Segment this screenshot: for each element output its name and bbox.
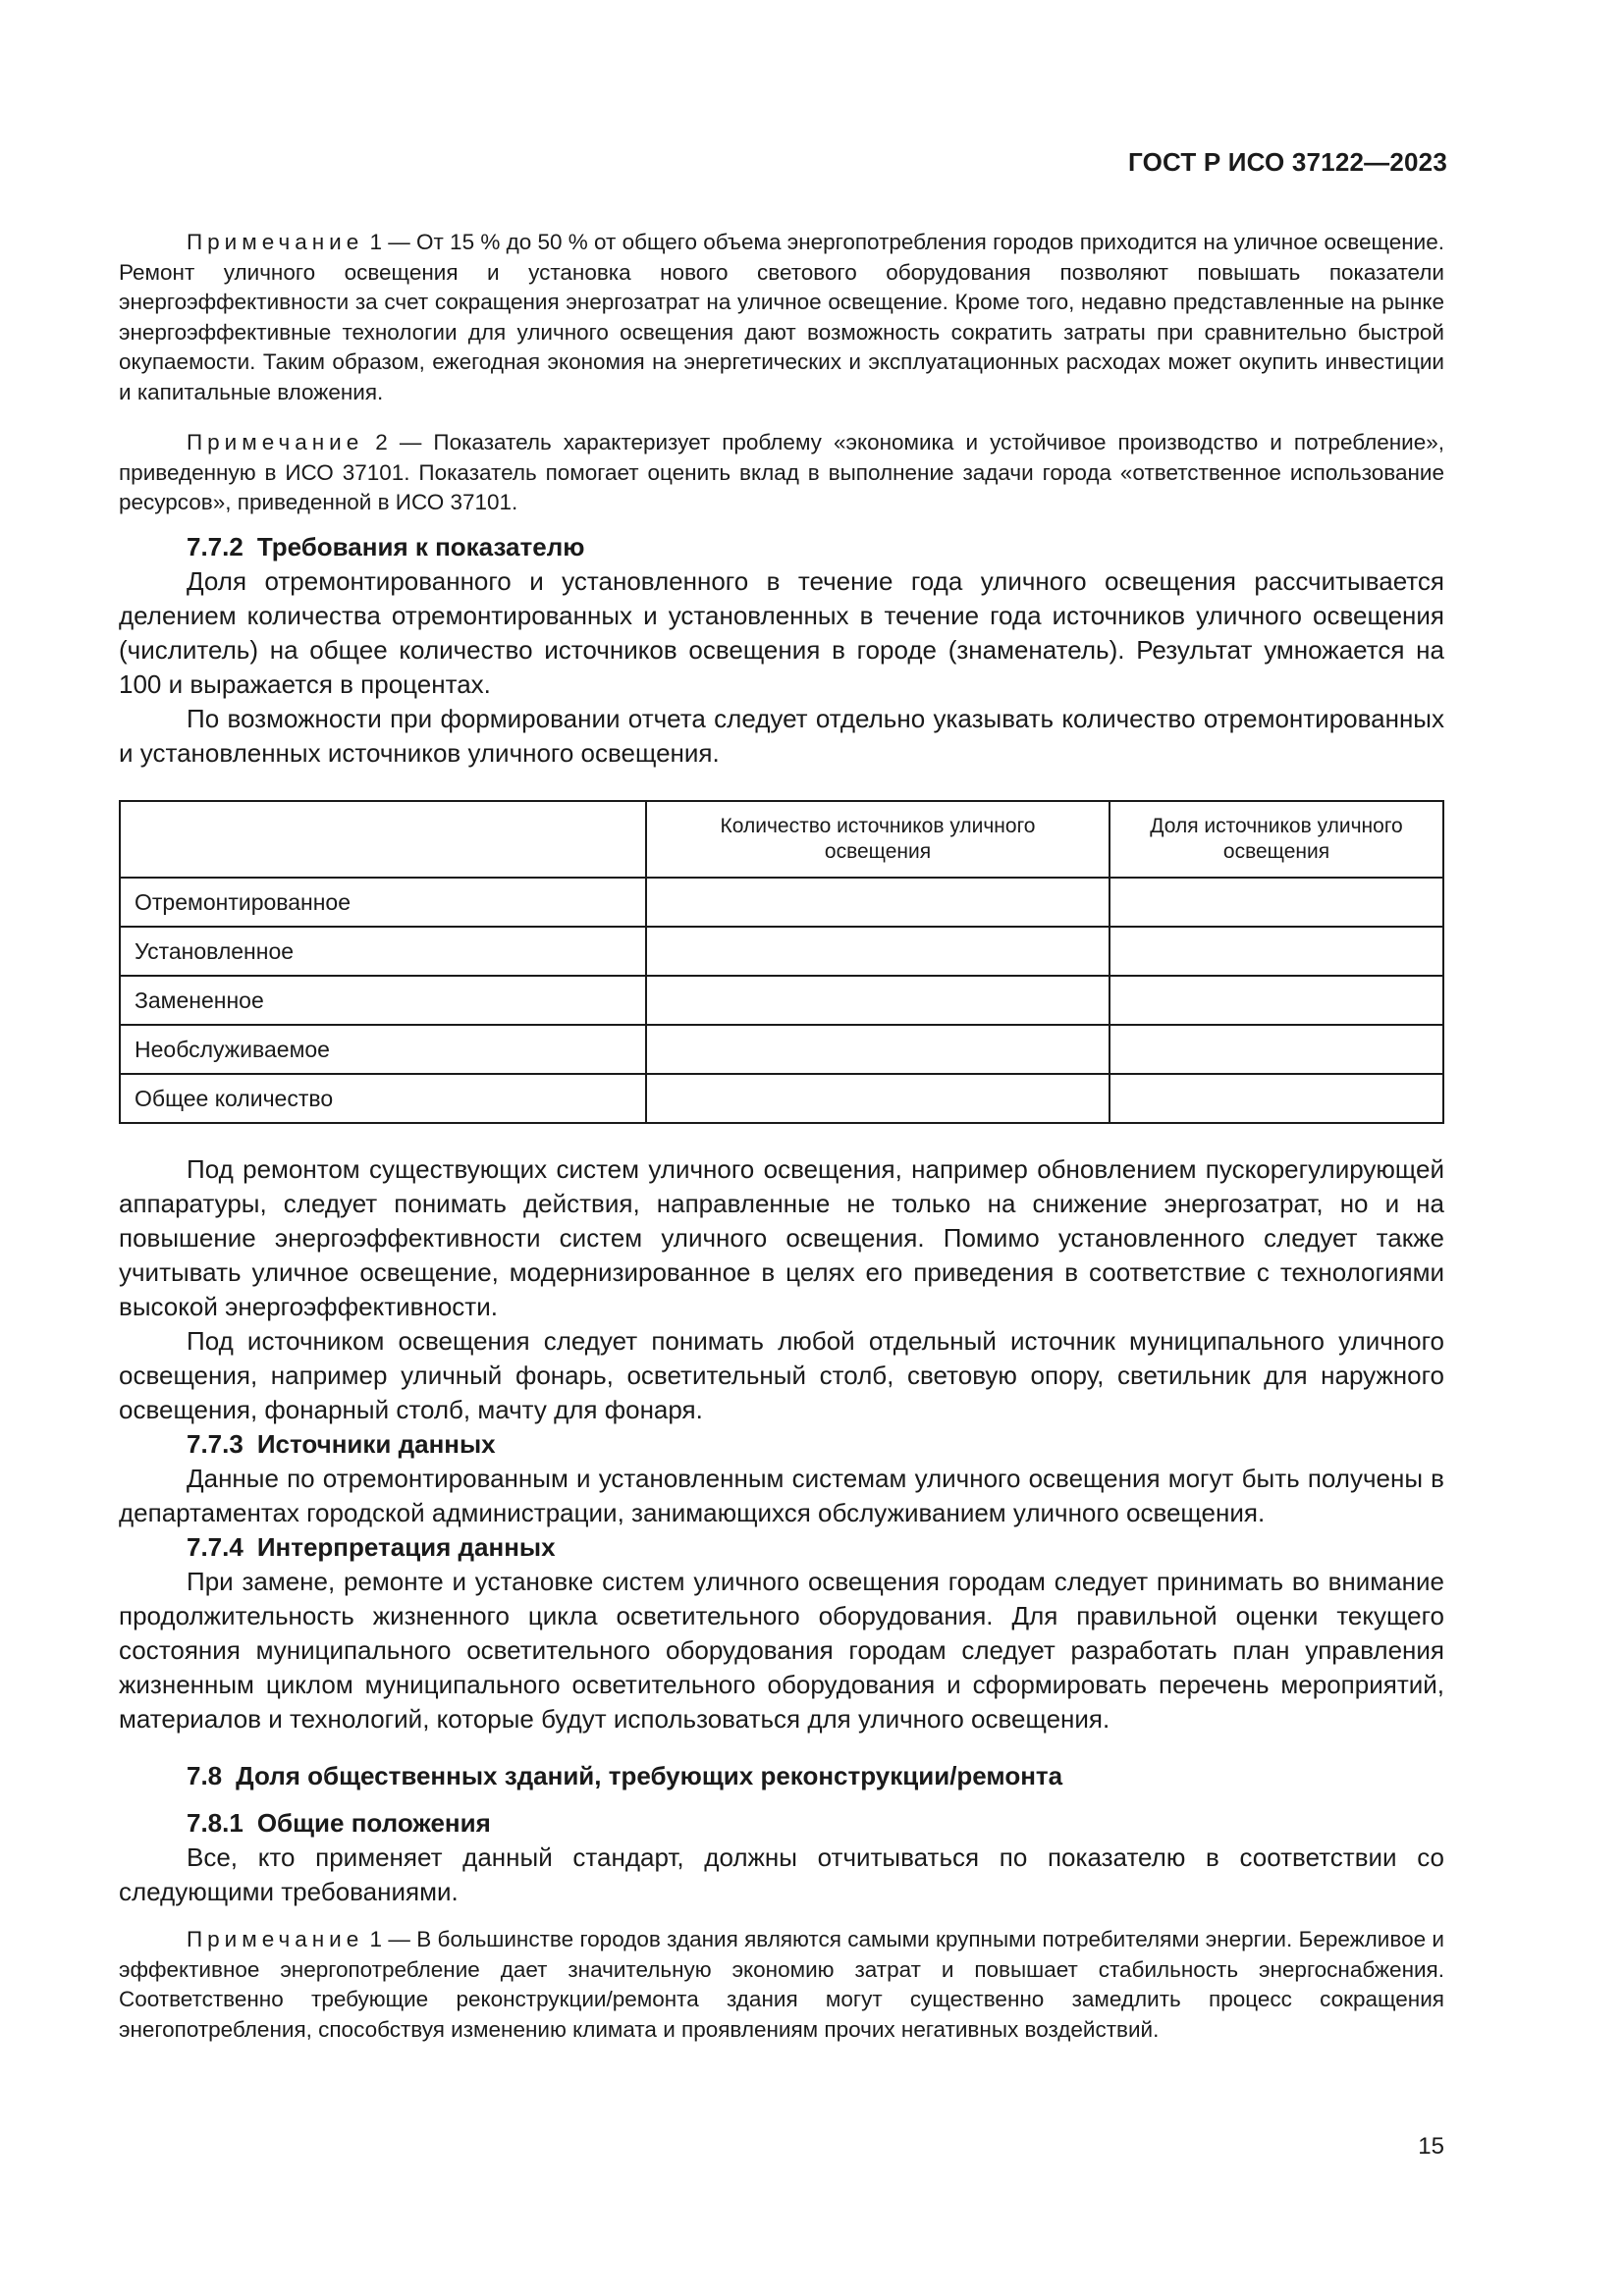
document-page: [119, 0, 1447, 2296]
section-heading: 7.7.3 Источники данных: [187, 1429, 496, 1459]
table-cell: [1110, 878, 1443, 927]
section-heading: 7.7.2 Требования к показателю: [187, 532, 585, 561]
row-label: Отремонтированное: [120, 878, 646, 927]
row-label: Замененное: [120, 976, 646, 1025]
row-label: Общее количество: [120, 1074, 646, 1123]
paragraph: Под источником освещения следует понимать любой отдельный источник муниципального уличного освещения, например уличный фонарь, осветительный столб, световую опору, светильник для наружного освещения, фонарный столб, мачту для фонаря.: [119, 1326, 1444, 1424]
table-cell: [1110, 1025, 1443, 1074]
table-cell: [646, 1074, 1110, 1123]
table-cell: [646, 878, 1110, 927]
section-7-8: [119, 1759, 1444, 1793]
table-cell: [1110, 1074, 1443, 1123]
table-cell: [646, 927, 1110, 976]
note-label: Примечание: [187, 1927, 364, 1951]
table-cell: [1110, 976, 1443, 1025]
table-row: [120, 878, 1443, 927]
paragraph: Данные по отремонтированным и установленным системам уличного освещения могут быть получены в департаментах городской администрации, занимающихся обслуживанием уличного освещения.: [119, 1464, 1444, 1527]
table-row: [120, 976, 1443, 1025]
note-3: [119, 1925, 1444, 2045]
table-header-cell: Доля источников уличного освещения: [1110, 801, 1443, 878]
table-header-cell: Количество источников уличного освещения: [646, 801, 1110, 878]
note-1: [119, 228, 1444, 407]
table-row: [120, 927, 1443, 976]
note-2: [119, 428, 1444, 518]
paragraph: При замене, ремонте и установке систем уличного освещения городам следует принимать во внимание продолжительность жизненного цикла осветительного оборудования. Для правильной оценки текущего состояния муниципального осветительного оборудования городам следует разработать план управления жизненным циклом муниципального осветительного оборудования и сформировать перечень мероприятий, материалов и технологий, которые будут использоваться для уличного освещения.: [119, 1567, 1444, 1734]
page-number: 15: [1418, 2133, 1444, 2160]
note-text: 2 — Показатель характеризует проблему «экономика и устойчивое производство и потребление», приведенную в ИСО 37101. Показатель помогает оценить вклад в выполнение задачи города «ответственное использование ресурсов», приведенной в ИСО 37101.: [119, 430, 1444, 514]
table-row: [120, 1025, 1443, 1074]
table-cell: [1110, 927, 1443, 976]
table-cell: [646, 976, 1110, 1025]
table-cell: [646, 1025, 1110, 1074]
note-label: Примечание: [187, 230, 364, 254]
table-header-cell: [120, 801, 646, 878]
document-code-header: ГОСТ Р ИСО 37122—2023: [1127, 147, 1447, 177]
section-7-8-1: [119, 1806, 1444, 1909]
street-lighting-table: [119, 800, 1444, 1124]
paragraph: Все, кто применяет данный стандарт, должны отчитываться по показателю в соответствии со следующими требованиями.: [119, 1842, 1444, 1906]
section-heading: 7.8 Доля общественных зданий, требующих реконструкции/ремонта: [187, 1761, 1063, 1790]
note-label: Примечание: [187, 430, 364, 454]
section-7-7-2: [119, 530, 1444, 771]
table-header-row: [120, 801, 1443, 878]
text-after-table: [119, 1152, 1444, 1736]
section-heading: 7.7.4 Интерпретация данных: [187, 1532, 556, 1562]
row-label: Необслуживаемое: [120, 1025, 646, 1074]
row-label: Установленное: [120, 927, 646, 976]
note-text: 1 — От 15 % до 50 % от общего объема энергопотребления городов приходится на уличное освещение. Ремонт уличного освещения и установка нового светового оборудования позволяют повышать показатели энергоэффективности за счет сокращения энергозатрат на уличное освещение. Кроме того, недавно представленные на рынке энергоэффективные технологии для уличного освещения дают возможность сократить затраты при сравнительно быстрой окупаемости. Таким образом, ежегодная экономия на энергетических и эксплуатационных расходах может окупить инвестиции и капитальные вложения.: [119, 230, 1444, 404]
paragraph: По возможности при формировании отчета следует отдельно указывать количество отремонтированных и установленных источников уличного освещения.: [119, 704, 1444, 768]
section-heading: 7.8.1 Общие положения: [187, 1808, 491, 1838]
note-text: 1 — В большинстве городов здания являются самыми крупными потребителями энергии. Бережливое и эффективное энергопотребление дает значительную экономию затрат и повышает стабильность энергоснабжения. Соответственно требующие реконструкции/ремонта здания могут существенно замедлить процесс сокращения энегопотребления, способствуя изменению климата и проявлениям прочих негативных воздействий.: [119, 1927, 1444, 2042]
paragraph: Доля отремонтированного и установленного в течение года уличного освещения рассчитывается делением количества отремонтированных и установленных в течение года источников уличного освещения (числитель) на общее количество источников освещения в городе (знаменатель). Результат умножается на 100 и выражается в процентах.: [119, 566, 1444, 699]
paragraph: Под ремонтом существующих систем уличного освещения, например обновлением пускорегулирующей аппаратуры, следует понимать действия, направленные не только на снижение энергозатрат, но и на повышение энергоэффективности систем уличного освещения. Помимо установленного следует также учитывать уличное освещение, модернизированное в целях его приведения в соответствие с технологиями высокой энергоэффективности.: [119, 1154, 1444, 1321]
table-row: [120, 1074, 1443, 1123]
